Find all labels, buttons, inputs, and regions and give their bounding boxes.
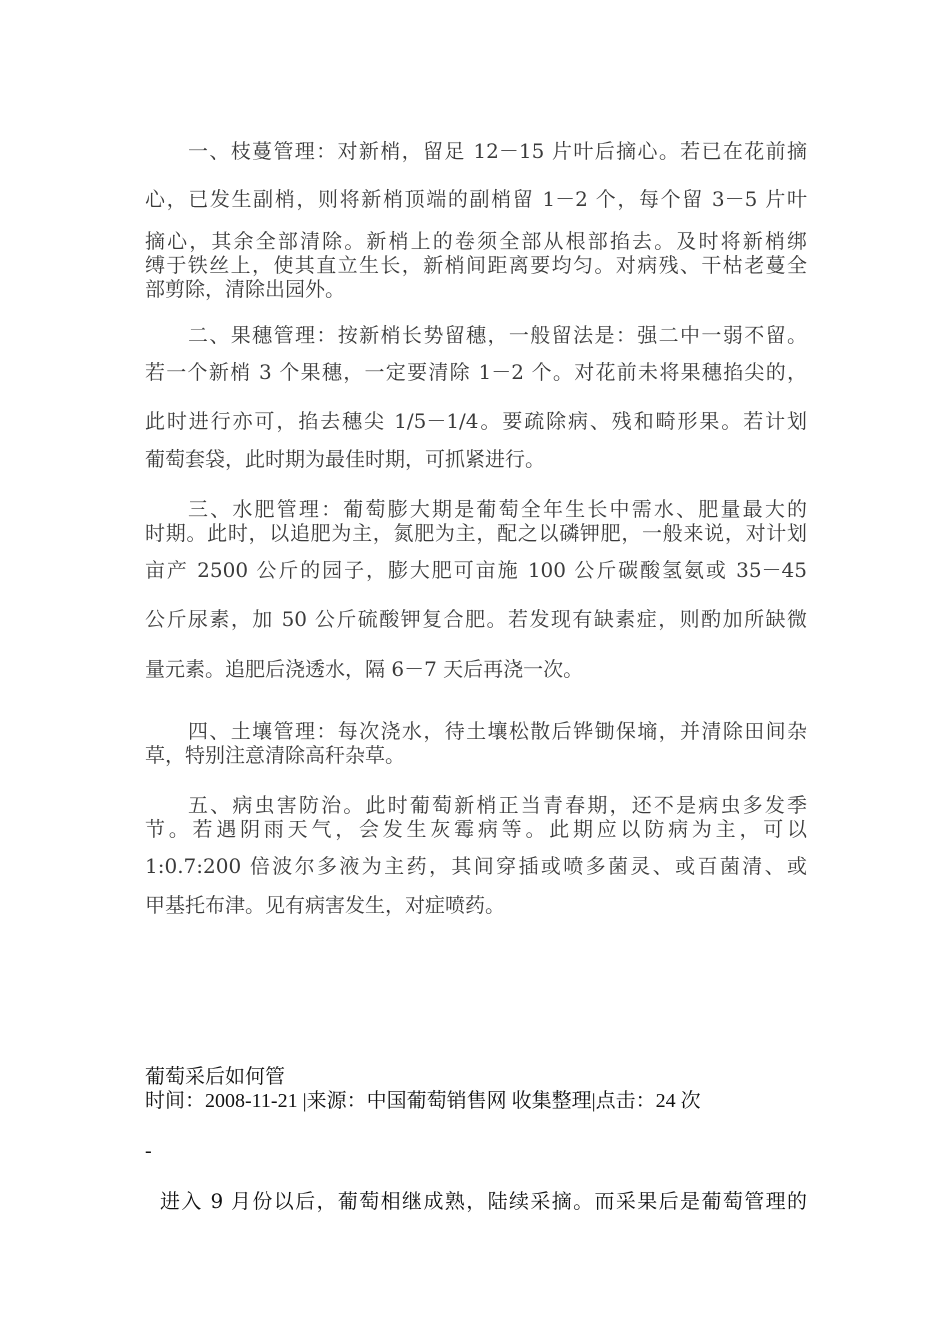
separator: -	[145, 1140, 152, 1162]
text-line: 葡萄套袋，此时期为最佳时期，可抓紧进行。	[145, 447, 545, 471]
text-line: 四、土壤管理：每次浇水，待土壤松散后铧锄保墒，并清除田间杂	[188, 719, 807, 743]
text-line: 三、水肥管理：葡萄膨大期是葡萄全年生长中需水、肥量最大的	[188, 497, 807, 521]
text-line: 部剪除，清除出园外。	[145, 277, 345, 301]
text-line: 二、果穗管理：按新梢长势留穗，一般留法是：强二中一弱不留。	[188, 323, 807, 347]
text-line: 缚于铁丝上，使其直立生长，新梢间距离要均匀。对病残、干枯老蔓全	[145, 253, 807, 277]
text-line: 时期。此时，以追肥为主，氮肥为主，配之以磷钾肥，一般来说，对计划	[145, 521, 807, 545]
text-line: 一、枝蔓管理：对新梢，留足 12－15 片叶后摘心。若已在花前摘	[188, 139, 807, 163]
article-title: 葡萄采后如何管	[145, 1066, 285, 1088]
text-line: 摘心，其余全部清除。新梢上的卷须全部从根部掐去。及时将新梢绑	[145, 229, 807, 253]
text-line: 五、病虫害防治。此时葡萄新梢正当青春期，还不是病虫多发季	[188, 793, 807, 817]
text-line: 1:0.7:200 倍波尔多液为主药，其间穿插或喷多菌灵、或百菌清、或	[145, 854, 807, 878]
text-line: 心，已发生副梢，则将新梢顶端的副梢留 1－2 个，每个留 3－5 片叶	[145, 187, 807, 211]
article-meta: 时间：2008-11-21 |来源：中国葡萄销售网 收集整理|点击：24 次	[145, 1090, 701, 1112]
text-line: 公斤尿素，加 50 公斤硫酸钾复合肥。若发现有缺素症，则酌加所缺微	[145, 607, 807, 631]
text-line: 亩产 2500 公斤的园子，膨大肥可亩施 100 公斤碳酸氢氨或 35－45	[145, 558, 807, 582]
text-line: 节。若遇阴雨天气，会发生灰霉病等。此期应以防病为主，可以	[145, 817, 807, 841]
text-line: 量元素。追肥后浇透水，隔 6－7 天后再浇一次。	[145, 657, 584, 681]
text-line: 草，特别注意清除高秆杂草。	[145, 743, 405, 767]
text-line: 若一个新梢 3 个果穗，一定要清除 1－2 个。对花前未将果穗掐尖的，	[145, 360, 807, 384]
article-intro: 进入 9 月份以后，葡萄相继成熟，陆续采摘。而采果后是葡萄管理的	[160, 1189, 807, 1213]
text-line: 甲基托布津。见有病害发生，对症喷药。	[145, 893, 505, 917]
text-line: 此时进行亦可，掐去穗尖 1/5－1/4。要疏除病、残和畸形果。若计划	[145, 409, 807, 433]
